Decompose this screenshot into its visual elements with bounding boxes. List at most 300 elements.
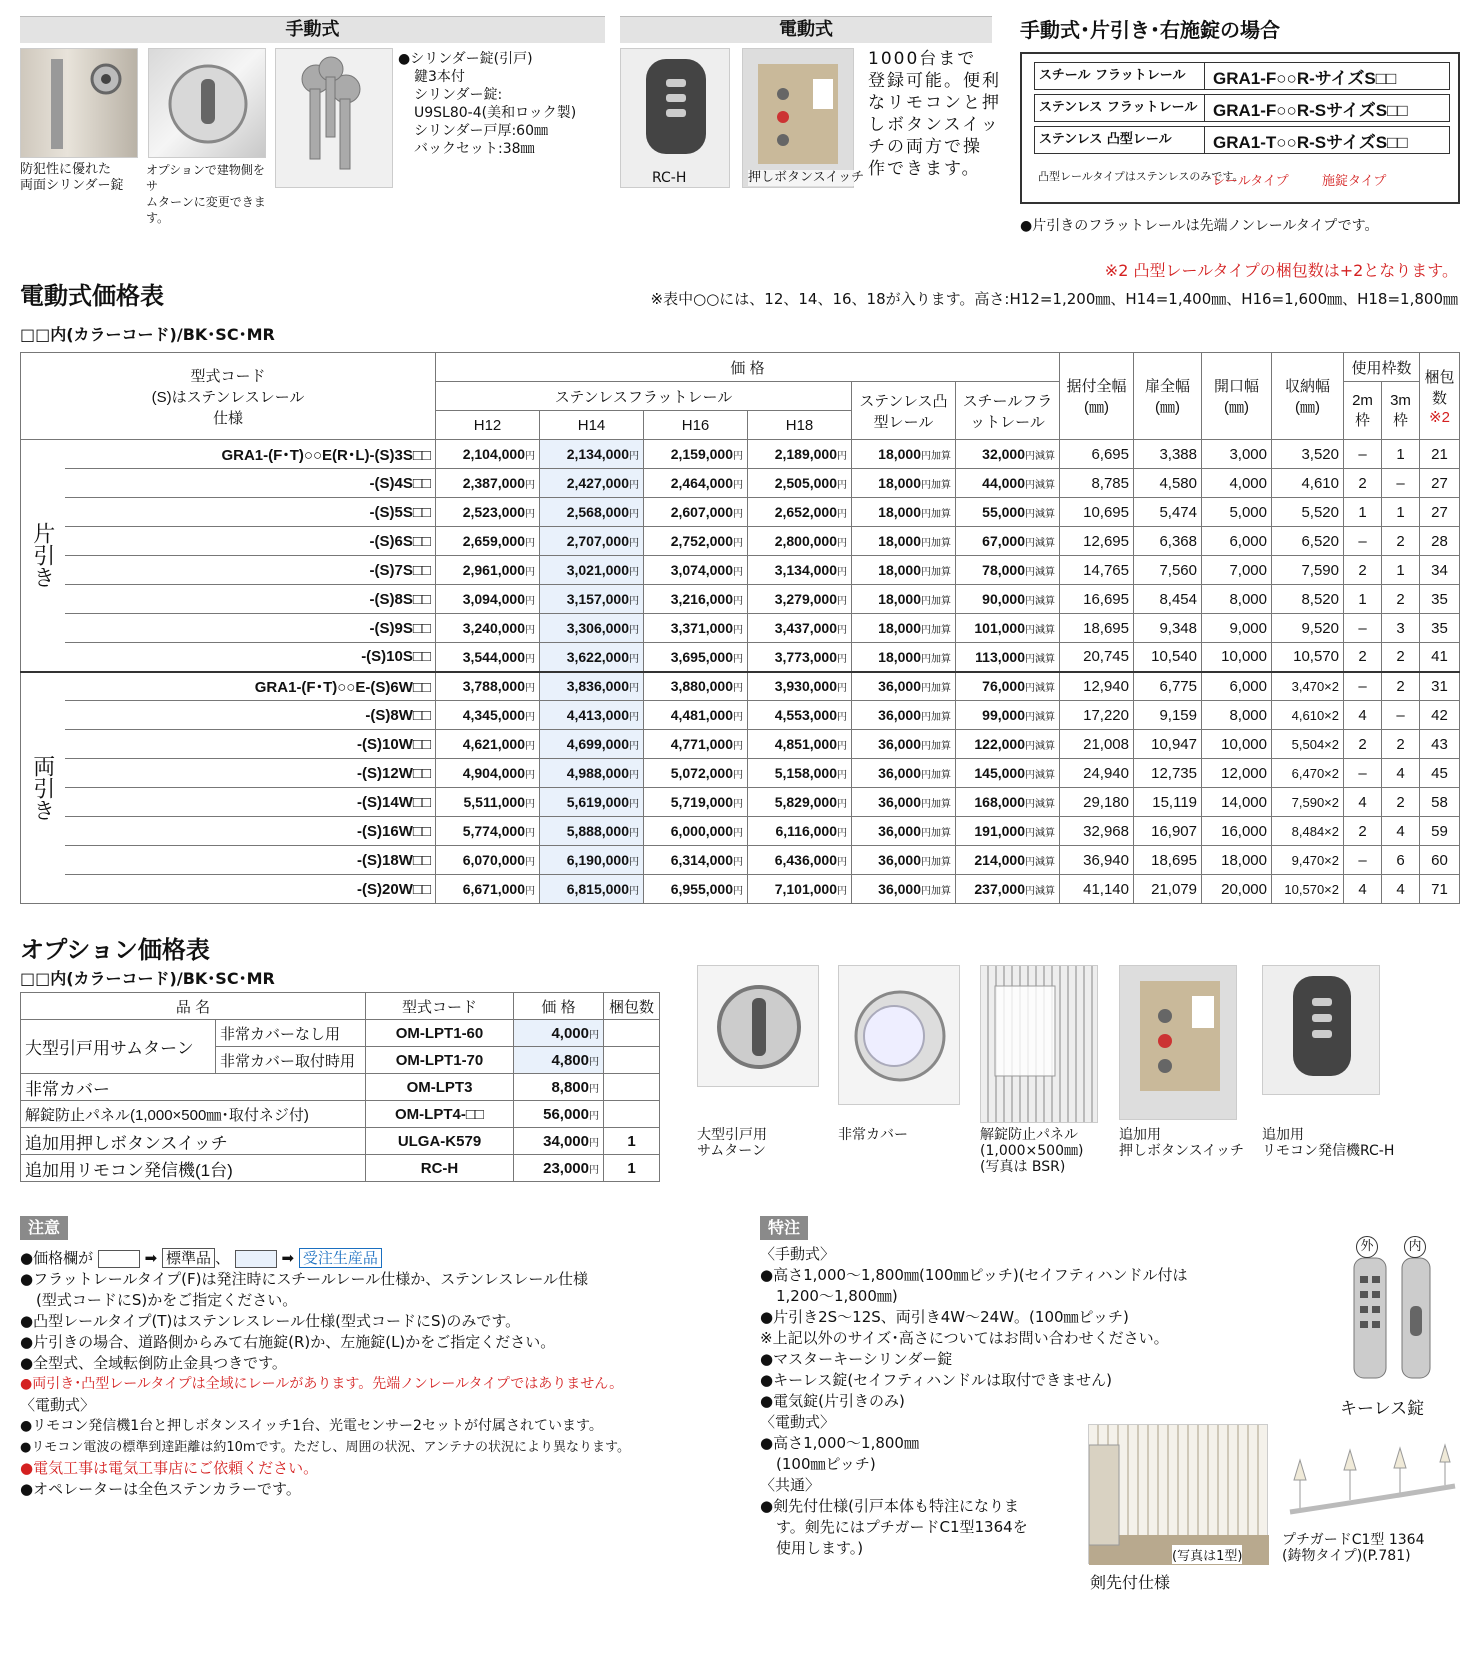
price-yen: 円 — [525, 596, 535, 607]
price-value: 18,000 — [878, 504, 921, 520]
price-header: 価 格 — [436, 353, 1060, 382]
petit-guard-label — [1282, 1532, 1424, 1564]
cover-icon — [839, 966, 961, 1106]
desc-line: 登録可能。便利 — [868, 71, 1001, 91]
model-code: -(S)6S□□ — [65, 527, 436, 556]
opt-thumbturn-name: 大型引戸用サムターン — [21, 1020, 216, 1074]
price-value: 2,707,000 — [566, 533, 629, 549]
price-value: 3,836,000 — [566, 678, 629, 695]
price-h16 — [644, 730, 748, 759]
frame3-count: – — [1382, 701, 1420, 730]
price-h16 — [644, 672, 748, 701]
price-h14 — [540, 585, 644, 614]
price-convex — [852, 672, 956, 701]
price-h16 — [644, 614, 748, 643]
desc-line: 作できます。 — [868, 159, 981, 179]
special-line: ●マスターキーシリンダー錠 — [760, 1350, 953, 1368]
manual-spec — [398, 50, 576, 158]
price-value: 3,306,000 — [566, 620, 629, 636]
price-value: 2,652,000 — [774, 504, 837, 520]
price-value: 3,021,000 — [566, 562, 629, 578]
storage-width: 9,470×2 — [1272, 846, 1344, 875]
price-suffix: 円加算 — [921, 683, 951, 695]
price-value: 5,158,000 — [774, 765, 837, 781]
price-h18 — [748, 730, 852, 759]
price-value: 6,671,000 — [462, 881, 525, 897]
remote-photo — [620, 48, 730, 188]
price-value: 7,101,000 — [774, 881, 837, 897]
opt-code: OM-LPT3 — [366, 1074, 514, 1101]
lock-row-label: ステンレス 凸型レール — [1035, 127, 1205, 153]
special-tag: 特注 — [760, 1216, 808, 1240]
model-code: -(S)8S□□ — [65, 585, 436, 614]
price-value: 36,000 — [878, 678, 921, 695]
opt-price — [514, 1020, 604, 1047]
door-width: 8,454 — [1134, 585, 1202, 614]
install-width: 41,140 — [1060, 875, 1134, 904]
option-table-title: オプション価格表 — [20, 936, 210, 964]
table-row — [21, 846, 1460, 875]
door-width: 21,079 — [1134, 875, 1202, 904]
price-h12 — [436, 585, 540, 614]
notes-line: ●リモコン発信機1台と押しボタンスイッチ1台、光電センサー2セットが付属されています。 — [20, 1418, 603, 1434]
door-width: 9,159 — [1134, 701, 1202, 730]
packs-count: 27 — [1420, 469, 1460, 498]
price-value: 36,000 — [878, 881, 921, 897]
table-row — [21, 556, 1460, 585]
price-h14 — [540, 846, 644, 875]
table-row — [21, 469, 1460, 498]
packs-header-text: 梱包数 — [1424, 369, 1455, 407]
opt-photo-caption — [838, 1127, 908, 1143]
table-row — [21, 1020, 660, 1047]
opt-price — [514, 1155, 604, 1182]
size-note: ※表中○○には、12、14、16、18が入ります。高さ:H12=1,200㎜、H14=1,400㎜、H16=1,600㎜、H18=1,800㎜ — [650, 290, 1458, 308]
open-width: 14,000 — [1202, 788, 1272, 817]
door-width-header: 扉全幅(㎜) — [1134, 353, 1202, 440]
price-convex — [852, 846, 956, 875]
caption-line: (1,000×500㎜) — [980, 1143, 1084, 1159]
install-width: 12,940 — [1060, 672, 1134, 701]
frame3-count: 2 — [1382, 643, 1420, 672]
opt-photo-caption — [1119, 1127, 1244, 1159]
storage-width: 5,504×2 — [1272, 730, 1344, 759]
manual-header: 手動式 — [20, 16, 605, 43]
opt-price-value: 4,800 — [551, 1051, 589, 1069]
install-width: 8,785 — [1060, 469, 1134, 498]
frame2-count: 1 — [1344, 585, 1382, 614]
table-row — [21, 1128, 660, 1155]
price-yen: 円 — [837, 770, 847, 781]
special-line: 〈共通〉 — [760, 1476, 821, 1494]
price-value: 3,157,000 — [566, 591, 629, 607]
price-yen: 円 — [837, 799, 847, 810]
price-h14 — [540, 788, 644, 817]
open-width: 20,000 — [1202, 875, 1272, 904]
price-convex — [852, 469, 956, 498]
price-value: 145,000 — [974, 765, 1025, 781]
price-value: 3,240,000 — [462, 620, 525, 636]
price-value: 3,437,000 — [774, 620, 837, 636]
spec-line: バックセット:38㎜ — [414, 141, 535, 157]
desc-line: しボタンスイッ — [868, 115, 1000, 135]
frame2-count: 4 — [1344, 788, 1382, 817]
price-value: 4,851,000 — [774, 736, 837, 752]
price-h12 — [436, 469, 540, 498]
opt-name: 追加用リモコン発信機(1台) — [21, 1155, 366, 1182]
keyless-lock-icon — [1330, 1236, 1450, 1386]
price-h18 — [748, 614, 852, 643]
price-yen: 円 — [525, 451, 535, 462]
price-value: 4,621,000 — [462, 736, 525, 752]
panel-icon — [981, 966, 1099, 1124]
stainless-flat-header: ステンレスフラットレール — [436, 382, 852, 411]
price-value: 76,000 — [982, 678, 1025, 695]
price-value: 113,000 — [975, 648, 1025, 665]
opt-price-header: 価 格 — [514, 993, 604, 1020]
caption-line: 追加用 — [1119, 1127, 1161, 1143]
frame2-count: 2 — [1344, 817, 1382, 846]
caption-line: 非常カバー — [838, 1127, 908, 1143]
packs-count: 60 — [1420, 846, 1460, 875]
price-suffix: 円加算 — [921, 712, 951, 723]
notes-warning: ●電気工事は電気工事店にご依頼ください。 — [20, 1459, 319, 1477]
price-steel — [956, 788, 1060, 817]
price-value: 4,771,000 — [670, 736, 733, 752]
price-suffix: 円加算 — [921, 451, 951, 462]
notes-tag: 注意 — [20, 1216, 68, 1240]
opt-packs — [604, 1047, 660, 1074]
opt-photo-caption — [1262, 1127, 1394, 1159]
model-code: -(S)20W□□ — [65, 875, 436, 904]
model-code: -(S)4S□□ — [65, 469, 436, 498]
lock-row-code: GRA1-F○○R-SサイズS□□ — [1213, 100, 1408, 120]
price-table-title: 電動式価格表 — [20, 282, 164, 310]
special-line: ●電気錠(片引きのみ) — [760, 1392, 905, 1410]
price-value: 2,523,000 — [462, 504, 525, 520]
price-steel — [956, 846, 1060, 875]
notes-line: ●オペレーターは全色ステンカラーです。 — [20, 1480, 301, 1498]
petit-guard-figure — [1280, 1440, 1460, 1530]
price-value: 5,511,000 — [463, 794, 525, 810]
storage-width: 9,520 — [1272, 614, 1344, 643]
table-row — [21, 701, 1460, 730]
price-value: 44,000 — [982, 475, 1025, 491]
price-yen: 円 — [837, 886, 847, 897]
price-h14 — [540, 527, 644, 556]
lock-row-label: ステンレス フラットレール — [1035, 95, 1205, 121]
price-yen: 円 — [525, 799, 535, 810]
price-yen: 円 — [525, 741, 535, 752]
model-code: -(S)16W□□ — [65, 817, 436, 846]
price-value: 3,544,000 — [462, 648, 525, 665]
price-value: 6,000,000 — [670, 823, 733, 839]
price-steel — [956, 817, 1060, 846]
open-width: 6,000 — [1202, 672, 1272, 701]
packs-count: 41 — [1420, 643, 1460, 672]
open-width: 16,000 — [1202, 817, 1272, 846]
price-h16 — [644, 527, 748, 556]
price-yen: 円 — [629, 653, 639, 665]
install-width: 20,745 — [1060, 643, 1134, 672]
caption-line: サムターン — [697, 1143, 767, 1159]
gate-label: 剣先付仕様 — [1090, 1573, 1171, 1592]
model-code: -(S)14W□□ — [65, 788, 436, 817]
price-yen: 円 — [733, 509, 743, 520]
table-row — [21, 585, 1460, 614]
desc-line: なリモコンと押 — [868, 93, 1001, 113]
price-value: 2,607,000 — [670, 504, 733, 520]
frame2-header: 2m枠 — [1344, 382, 1382, 440]
price-h16 — [644, 440, 748, 469]
table-row — [21, 498, 1460, 527]
price-value: 2,752,000 — [670, 533, 733, 549]
packs-count: 35 — [1420, 614, 1460, 643]
lock-case-box — [1020, 52, 1460, 204]
price-value: 3,279,000 — [774, 591, 837, 607]
notes-line: ●全型式、全域転倒防止金具つきです。 — [20, 1354, 287, 1372]
opt-code: RC-H — [366, 1155, 514, 1182]
lock-row-steel-flat — [1034, 62, 1450, 90]
packs-count: 28 — [1420, 527, 1460, 556]
frame2-count: 4 — [1344, 875, 1382, 904]
thumbturn-icon — [149, 49, 267, 159]
rail-type-label: レールタイプ — [1212, 174, 1289, 189]
price-value: 2,427,000 — [566, 475, 629, 491]
opt-cover-photo — [838, 965, 960, 1105]
order-label: 受注生産品 — [299, 1248, 382, 1268]
price-value: 36,000 — [878, 794, 921, 810]
price-h18 — [748, 817, 852, 846]
price-yen: 円 — [525, 712, 535, 723]
special-line: ●キーレス錠(セイフティハンドルは取付できません) — [760, 1371, 1112, 1389]
price-yen: 円 — [837, 625, 847, 636]
price-suffix: 円減算 — [1025, 538, 1055, 549]
price-steel — [956, 643, 1060, 672]
price-value: 78,000 — [982, 562, 1025, 578]
install-width-header: 据付全幅(㎜) — [1060, 353, 1134, 440]
open-width: 3,000 — [1202, 440, 1272, 469]
table-row — [21, 527, 1460, 556]
keyless-out-label: 外 — [1356, 1236, 1378, 1258]
model-code: -(S)10S□□ — [65, 643, 436, 672]
price-value: 18,000 — [878, 533, 921, 549]
frame2-count: – — [1344, 527, 1382, 556]
price-convex — [852, 585, 956, 614]
price-h18 — [748, 672, 852, 701]
electric-price-table — [20, 352, 1460, 904]
lock-type-label: 施錠タイプ — [1322, 174, 1387, 189]
storage-width: 6,520 — [1272, 527, 1344, 556]
price-h16 — [644, 469, 748, 498]
price-h18 — [748, 556, 852, 585]
price-yen: 円 — [629, 567, 639, 578]
frame3-count: 2 — [1382, 788, 1420, 817]
price-h14 — [540, 469, 644, 498]
opt-price — [514, 1101, 604, 1128]
price-yen: 円 — [525, 653, 535, 665]
gate-note: (写真は1型) — [1172, 1545, 1242, 1564]
opt-name: 追加用押しボタンスイッチ — [21, 1128, 366, 1155]
price-value: 237,000 — [974, 881, 1025, 897]
keys-photo — [275, 48, 393, 188]
price-value: 2,159,000 — [670, 446, 733, 462]
opt-name-header: 品 名 — [21, 993, 366, 1020]
h16-header: H16 — [644, 411, 748, 440]
push-button-icon — [743, 49, 855, 189]
price-yen: 円 — [629, 828, 639, 839]
price-value: 90,000 — [982, 591, 1025, 607]
price-h12 — [436, 730, 540, 759]
notes-subhead: 〈電動式〉 — [20, 1396, 96, 1414]
storage-width: 6,470×2 — [1272, 759, 1344, 788]
price-yen: 円 — [837, 712, 847, 723]
table-row — [21, 643, 1460, 672]
price-h12 — [436, 672, 540, 701]
price-value: 3,371,000 — [670, 620, 733, 636]
price-yen: 円 — [733, 567, 743, 578]
opt-price-value: 56,000 — [543, 1105, 589, 1123]
install-width: 21,008 — [1060, 730, 1134, 759]
price-value: 36,000 — [878, 852, 921, 868]
price-suffix: 円減算 — [1025, 480, 1055, 491]
frame2-count: – — [1344, 759, 1382, 788]
price-yen: 円 — [837, 567, 847, 578]
price-yen: 円 — [525, 625, 535, 636]
price-steel — [956, 498, 1060, 527]
model-header-sub: (S)はステンレスレール — [151, 388, 305, 406]
opt-packs — [604, 1020, 660, 1047]
price-yen: 円 — [733, 857, 743, 868]
install-width: 17,220 — [1060, 701, 1134, 730]
price-suffix: 円加算 — [921, 596, 951, 607]
price-convex — [852, 817, 956, 846]
door-width: 6,368 — [1134, 527, 1202, 556]
price-steel — [956, 469, 1060, 498]
price-yen: 円 — [837, 451, 847, 462]
price-yen: 円 — [733, 538, 743, 549]
price-value: 3,134,000 — [774, 562, 837, 578]
price-yen: 円 — [629, 509, 639, 520]
photo1-caption — [20, 162, 145, 194]
opt-price-value: 34,000 — [543, 1132, 589, 1150]
opt-code: OM-LPT4-□□ — [366, 1101, 514, 1128]
model-code: -(S)7S□□ — [65, 556, 436, 585]
color-code-label: □□内(カラーコード)/BK･SC･MR — [20, 325, 275, 344]
opt-price-value: 8,800 — [551, 1078, 589, 1096]
storage-width: 10,570×2 — [1272, 875, 1344, 904]
price-value: 2,104,000 — [462, 446, 525, 462]
frame3-count: 4 — [1382, 817, 1420, 846]
price-value: 5,774,000 — [462, 823, 525, 839]
price-steel — [956, 585, 1060, 614]
legend-text: ●価格欄が — [20, 1249, 94, 1267]
push-button-label: 押しボタンスイッチ — [748, 170, 865, 185]
price-steel — [956, 875, 1060, 904]
price-table-body — [21, 440, 1460, 904]
opt-photo-caption — [697, 1127, 767, 1159]
price-yen: 円 — [837, 857, 847, 868]
opt-price-yen: 円 — [589, 1164, 599, 1176]
opt-price — [514, 1047, 604, 1074]
install-width: 32,968 — [1060, 817, 1134, 846]
opt-panel-photo — [980, 965, 1098, 1123]
price-suffix: 円減算 — [1025, 886, 1055, 897]
price-suffix: 円減算 — [1025, 741, 1055, 752]
price-value: 3,880,000 — [670, 678, 733, 695]
price-value: 6,190,000 — [566, 852, 629, 868]
frame3-count: 6 — [1382, 846, 1420, 875]
price-value: 18,000 — [878, 446, 921, 462]
frame3-count: 2 — [1382, 585, 1420, 614]
price-value: 3,074,000 — [670, 562, 733, 578]
price-h18 — [748, 643, 852, 672]
price-value: 6,116,000 — [775, 823, 837, 839]
frame3-count: 2 — [1382, 672, 1420, 701]
price-value: 168,000 — [974, 794, 1025, 810]
model-code: -(S)18W□□ — [65, 846, 436, 875]
caption-line: リモコン発信機RC-H — [1262, 1143, 1395, 1159]
packs-count: 31 — [1420, 672, 1460, 701]
price-suffix: 円減算 — [1025, 596, 1055, 607]
price-suffix: 円減算 — [1025, 799, 1055, 810]
steel-flat-header: スチールフラットレール — [956, 382, 1060, 440]
open-width: 18,000 — [1202, 846, 1272, 875]
install-width: 36,940 — [1060, 846, 1134, 875]
storage-width: 10,570 — [1272, 643, 1344, 672]
price-h18 — [748, 585, 852, 614]
group-label-single: 片引き — [21, 440, 65, 672]
price-suffix: 円加算 — [921, 538, 951, 549]
table-row — [21, 817, 1460, 846]
opt-price-yen: 円 — [589, 1110, 599, 1122]
price-suffix: 円減算 — [1025, 625, 1055, 636]
price-h14 — [540, 498, 644, 527]
price-value: 18,000 — [878, 620, 921, 636]
price-value: 4,904,000 — [462, 765, 525, 781]
price-h12 — [436, 440, 540, 469]
price-convex — [852, 643, 956, 672]
thumbturn-icon — [698, 966, 820, 1088]
push-button-photo — [742, 48, 854, 188]
door-width: 16,907 — [1134, 817, 1202, 846]
price-value: 5,072,000 — [670, 765, 733, 781]
price-h16 — [644, 817, 748, 846]
storage-width: 3,520 — [1272, 440, 1344, 469]
open-width: 10,000 — [1202, 730, 1272, 759]
price-suffix: 円加算 — [921, 653, 951, 665]
h14-header: H14 — [540, 411, 644, 440]
packs-count: 27 — [1420, 498, 1460, 527]
storage-width: 3,470×2 — [1272, 672, 1344, 701]
price-value: 2,464,000 — [670, 475, 733, 491]
spec-line: 鍵3本付 — [414, 69, 465, 85]
spec-line: シリンダー戸厚:60㎜ — [414, 123, 548, 139]
price-h12 — [436, 817, 540, 846]
price-yen: 円 — [733, 480, 743, 491]
price-yen: 円 — [837, 538, 847, 549]
price-suffix: 円減算 — [1025, 770, 1055, 781]
open-width: 8,000 — [1202, 701, 1272, 730]
price-value: 3,788,000 — [462, 678, 525, 695]
price-value: 55,000 — [982, 504, 1025, 520]
price-yen: 円 — [629, 451, 639, 462]
caption-line: ムターンに変更できます。 — [146, 195, 266, 225]
install-width: 18,695 — [1060, 614, 1134, 643]
price-yen: 円 — [733, 683, 743, 695]
price-yen: 円 — [525, 538, 535, 549]
price-h16 — [644, 498, 748, 527]
